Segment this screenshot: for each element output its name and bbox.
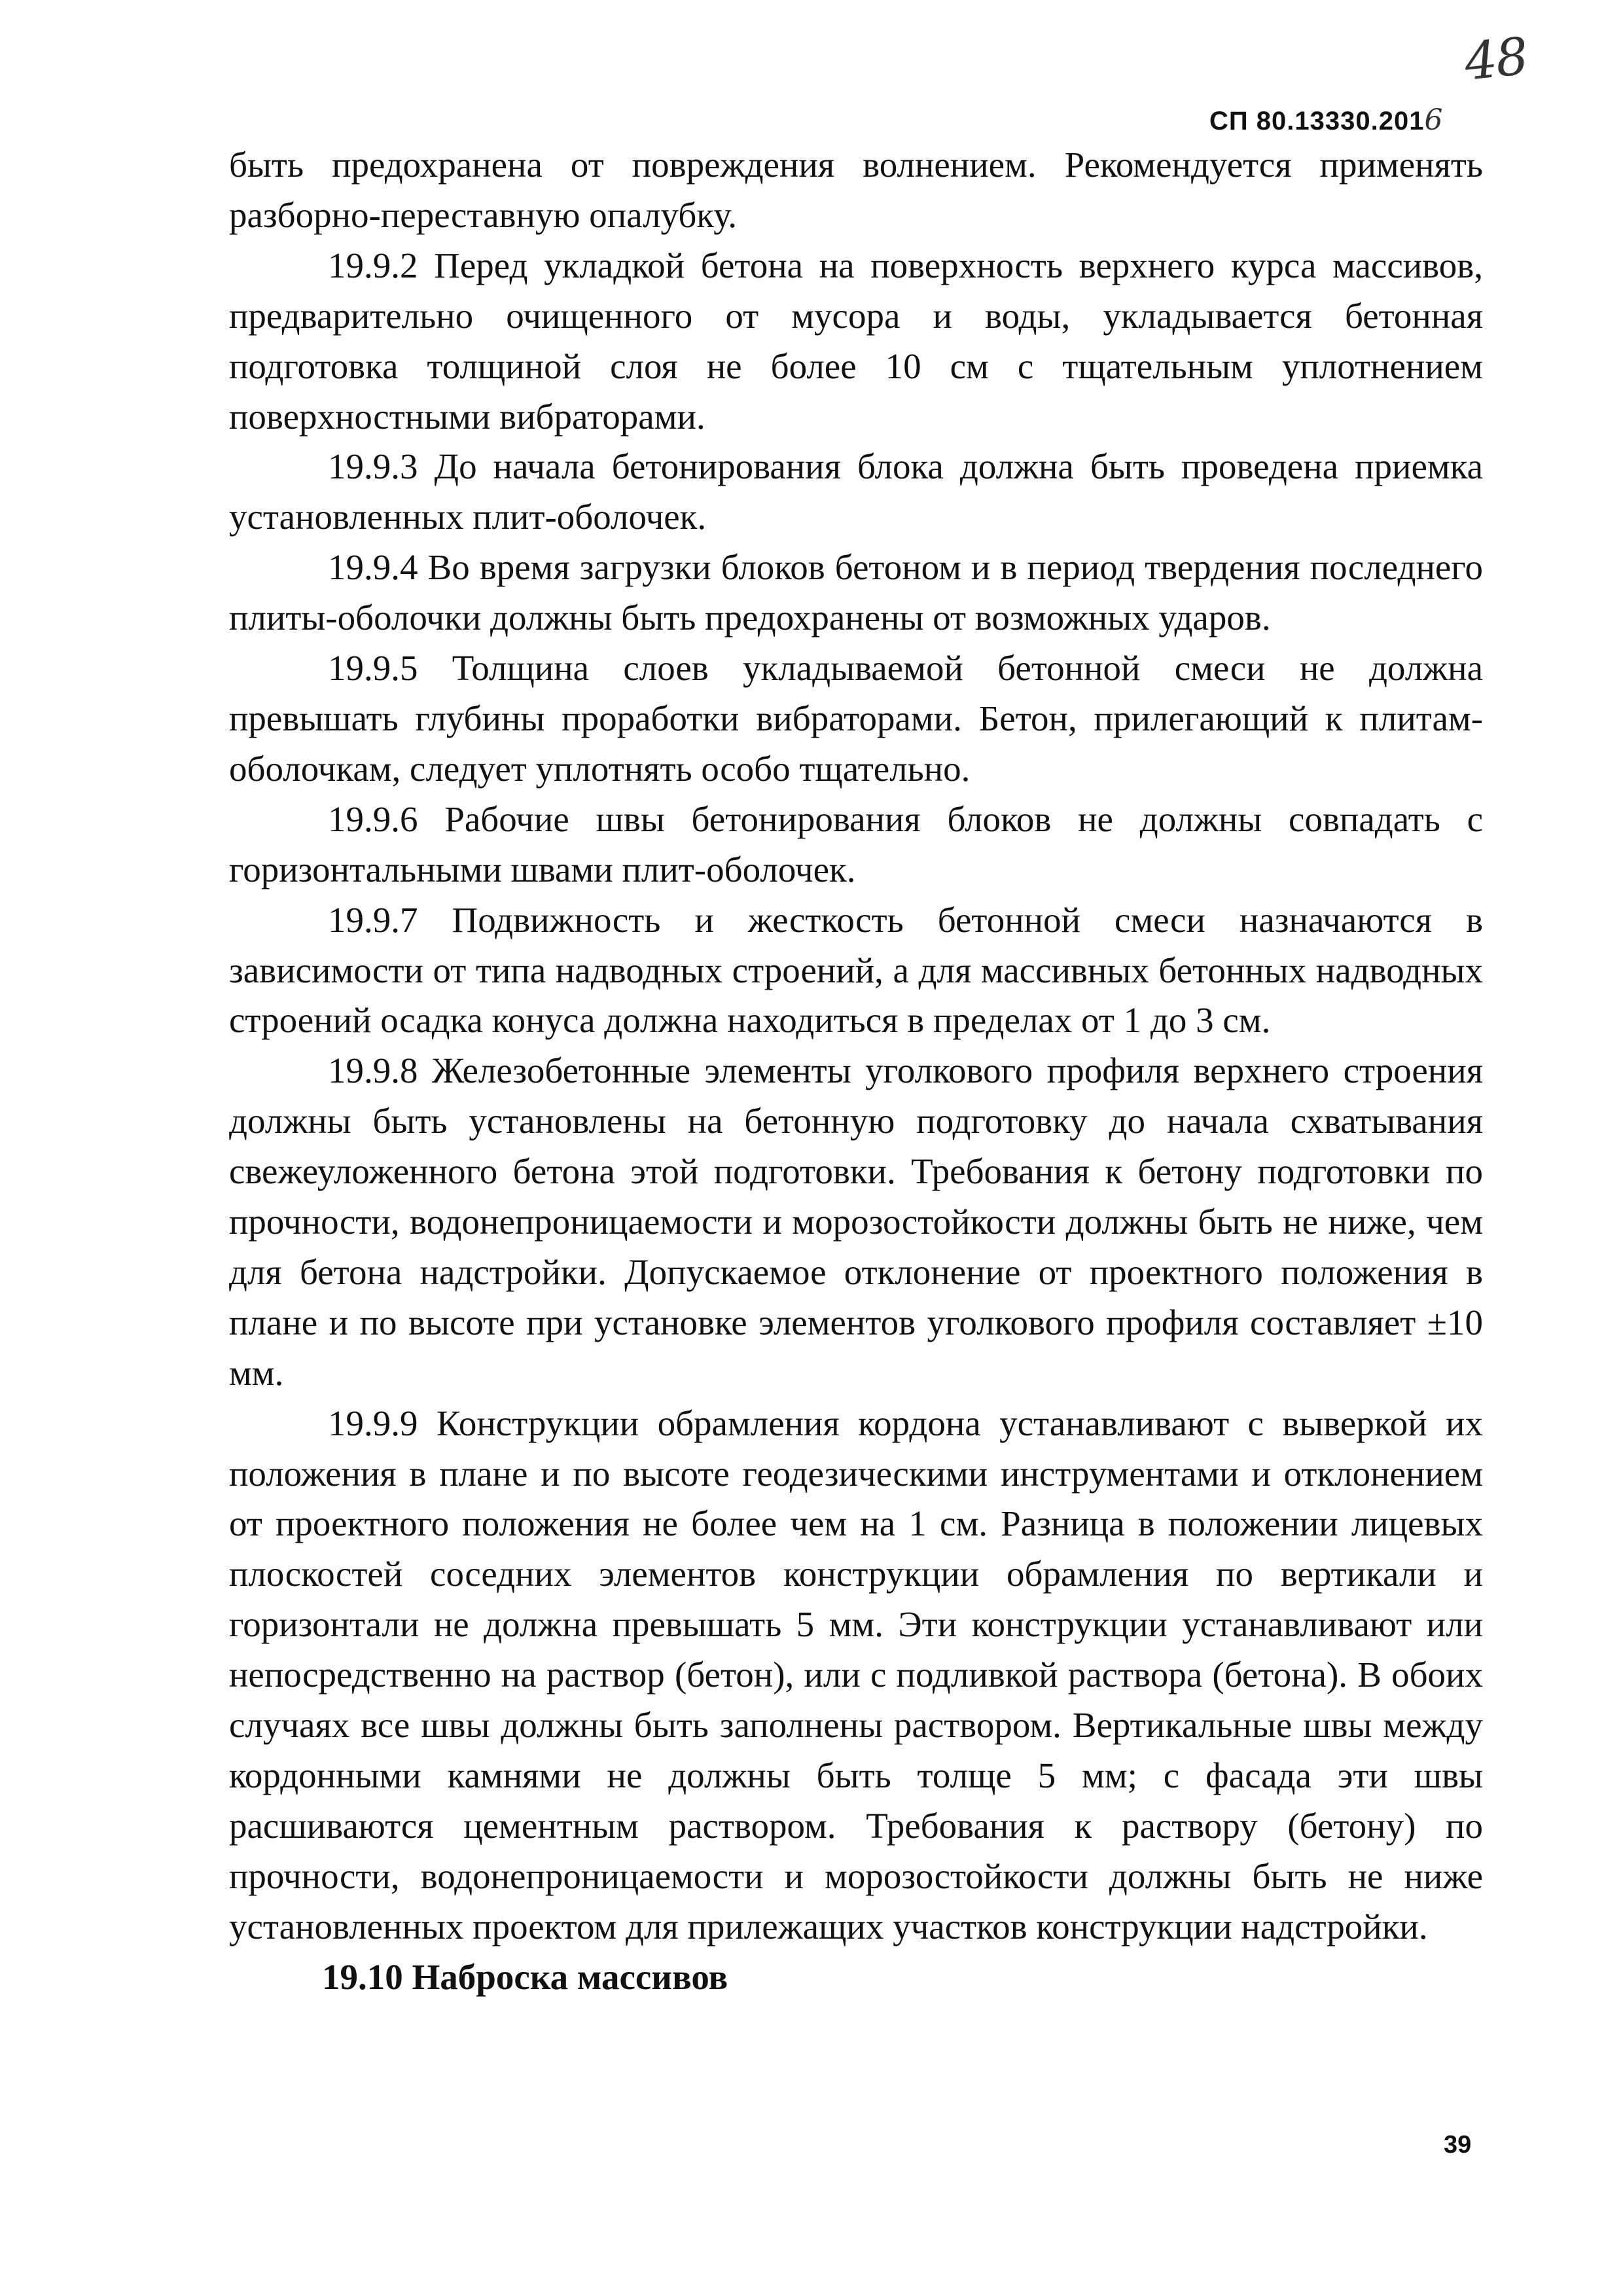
paragraph-19-9-2: 19.9.2 Перед укладкой бетона на поверхность верхнего курса массивов, предварительно очищенного от мусора и воды, укладывается бетонная подготовка толщиной слоя не более 10 см с тщательным уплотнением поверхностными вибраторами. (229, 245, 1483, 437)
document-code: СП 80.13330.201 (1209, 107, 1425, 135)
page-number: 39 (1444, 2131, 1472, 2159)
paragraph-19-9-4: 19.9.4 Во время загрузки блоков бетоном и в период твердения последнего плиты-оболочки должны быть предохранены от возможных ударов. (229, 547, 1483, 638)
section-heading-19-10: 19.10 Наброска массивов (322, 1956, 728, 1997)
paragraph-19-9-6: 19.9.6 Рабочие швы бетонирования блоков не должны совпадать с горизонтальными швами плит-оболочек. (229, 798, 1483, 889)
document-code-handwritten-suffix: 6 (1424, 103, 1444, 137)
document-body (229, 140, 1483, 2003)
paragraph-19-9-5: 19.9.5 Толщина слоев укладываемой бетонной смеси не должна превышать глубины проработки вибраторами. Бетон, прилегающий к плитам-оболочкам, следует уплотнять особо тщательно. (229, 648, 1483, 789)
handwritten-page-number: 48 (1461, 27, 1530, 92)
paragraph-19-9-9: 19.9.9 Конструкции обрамления кордона устанавливают с выверкой их положения в плане и по высоте геодезическими инструментами и отклонением от проектного положения не более чем на 1 см. Разница в положении лицевых плоскостей соседних элементов конструкции обрамления по вертикали и горизонтали не должна превышать 5 мм. Эти конструкции устанавливают или непосредственно на раствор (бетон), или с подливкой раствора (бетона). В обоих случаях все швы должны быть заполнены раствором. Вертикальные швы между кордонными камнями не должны быть толще 5 мм; с фасада эти швы расшиваются цементным раствором. Требования к раствору (бетону) по прочности, водонепроницаемости и морозостойкости должны быть не ниже установленных проектом для прилежащих участков конструкции надстройки. (229, 1403, 1483, 1946)
document-code-header (1209, 103, 1444, 137)
paragraph-19-9-3: 19.9.3 До начала бетонирования блока должна быть проведена приемка установленных плит-оболочек. (229, 446, 1483, 537)
paragraph-19-9-7: 19.9.7 Подвижность и жесткость бетонной смеси назначаются в зависимости от типа надводных строений, а для массивных бетонных надводных строений осадка конуса должна находиться в пределах от 1 до 3 см. (229, 899, 1483, 1041)
paragraph-continuation: быть предохранена от повреждения волнением. Рекомендуется применять разборно-переставную опалубку. (229, 145, 1483, 235)
paragraph-19-9-8: 19.9.8 Железобетонные элементы уголкового профиля верхнего строения должны быть установлены на бетонную подготовку до начала схватывания свежеуложенного бетона этой подготовки. Требования к бетону подготовки по прочности, водонепроницаемости и морозостойкости должны быть не ниже, чем для бетона надстройки. Допускаемое отклонение от проектного положения в плане и по высоте при установке элементов уголкового профиля составляет ±10 мм. (229, 1050, 1483, 1393)
